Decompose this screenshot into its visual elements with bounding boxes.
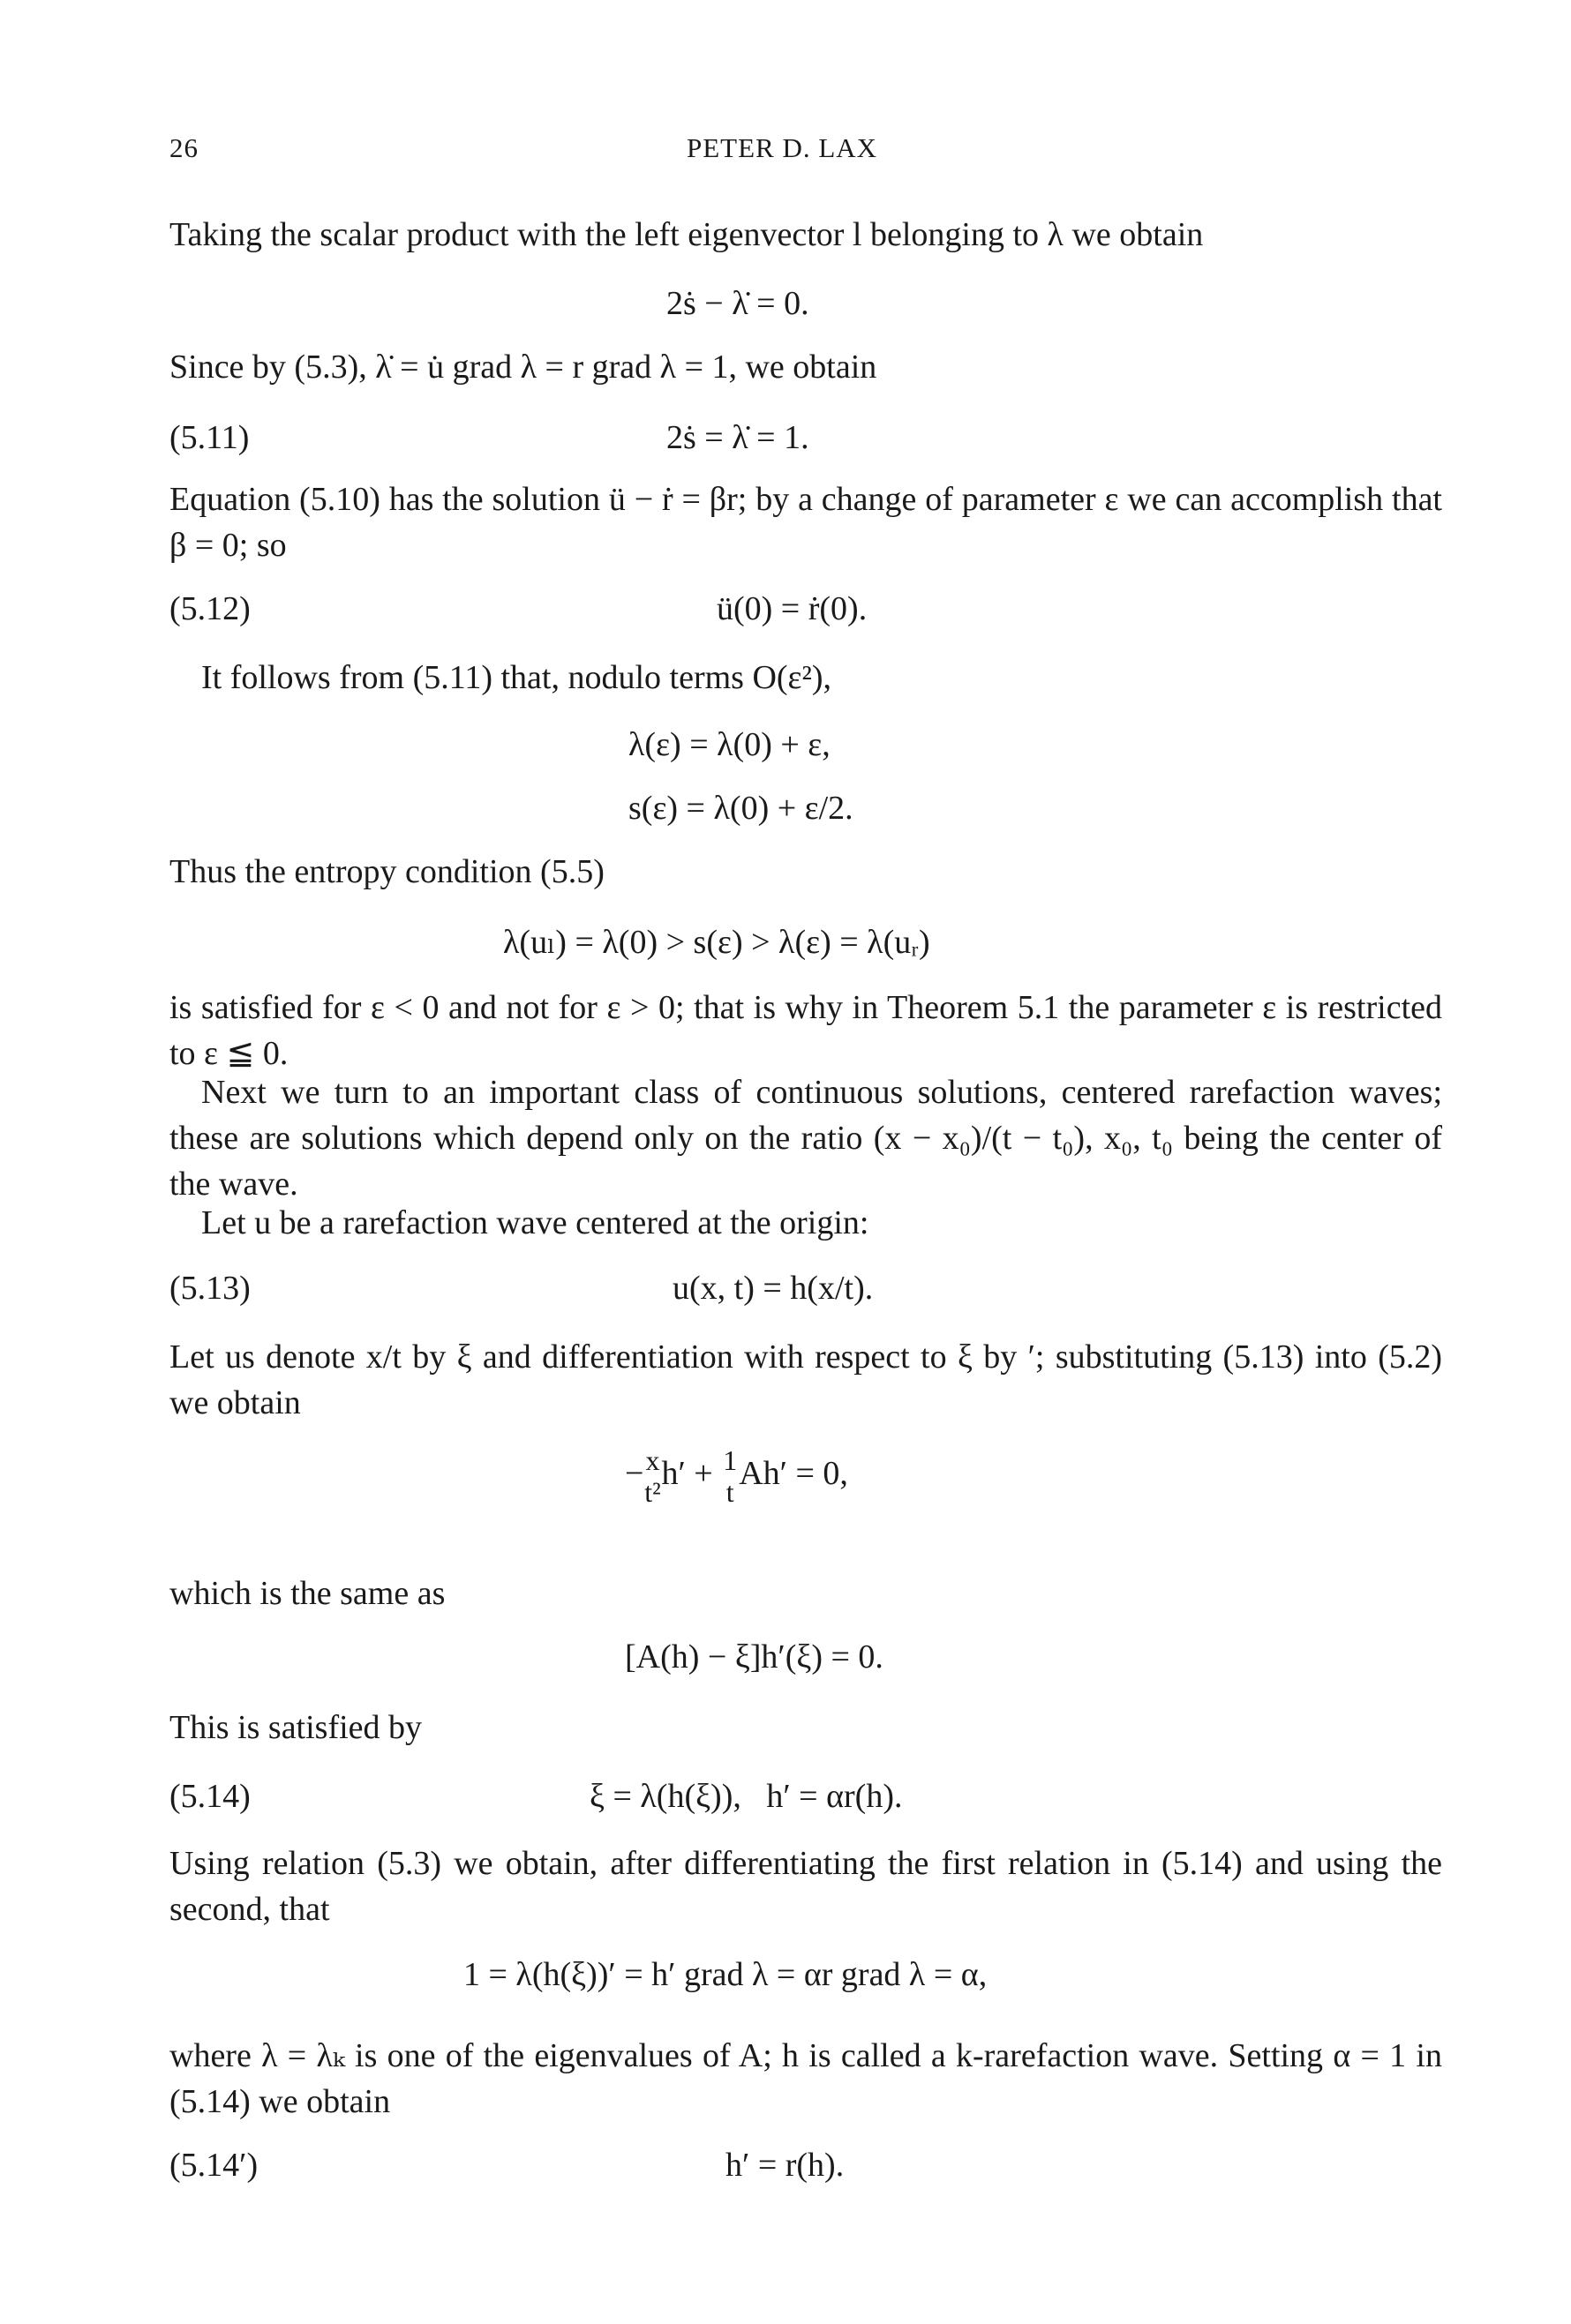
equation-5-11: 2ṡ = λ̇ = 1. [666,419,809,456]
equation-1: 2ṡ − λ̇ = 0. [666,285,809,322]
paragraph-7: Next we turn to an important class of continuous solutions, centered rarefaction waves; these are solutions which depend only on the ratio (x − x₀)/(t − t₀), x₀, t₀ being the center of the wave. [169,1074,1442,1203]
equation-5-14: ξ = λ(h(ξ)), h′ = αr(h). [590,1778,903,1815]
paragraph-12: Using relation (5.3) we obtain, after differentiating the first relation in (5.14) and using the second, that [169,1845,1442,1928]
eq4-frac1-numerator: x [645,1444,660,1477]
paragraph-13: where λ = λₖ is one of the eigenvalues of A; h is called a k-rarefaction wave. Setting α = 1 in (5.14) we obtain [169,2037,1442,2120]
eq4-frac2-denominator: t [725,1476,734,1509]
eq-label-5-13: (5.13) [169,1270,251,1307]
equation-5-13: u(x, t) = h(x/t). [673,1270,874,1307]
eq4-minus: − [625,1455,644,1492]
equation-6: 1 = λ(h(ξ))′ = h′ grad λ = αr grad λ = α, [463,1956,988,1993]
equation-5: [A(h) − ξ]h′(ξ) = 0. [625,1638,883,1676]
eq4-middle: h′ + [661,1455,713,1492]
eq4-fraction-2 [721,1444,739,1508]
eq4-frac2-numerator: 1 [723,1444,738,1477]
eq-label-5-11: (5.11) [169,419,250,456]
equation-3: λ(uₗ) = λ(0) > s(ε) > λ(ε) = λ(uᵣ) [503,924,930,961]
eq4-fraction-1 [643,1444,661,1508]
paragraph-3: Equation (5.10) has the solution ü − ṙ = βr; by a change of parameter ε we can accomplish that β = 0; so [169,481,1442,564]
page-number: 26 [169,132,199,163]
paragraph-8: Let u be a rarefaction wave centered at the origin: [201,1204,869,1241]
paragraph-10: which is the same as [169,1575,446,1612]
running-title: PETER D. LAX [687,132,878,163]
eq4-frac1-denominator: t² [644,1476,661,1509]
paragraph-6: is satisfied for ε < 0 and not for ε > 0; that is why in Theorem 5.1 the parameter ε is restricted to ε ≦ 0. [169,989,1442,1072]
eq-label-5-14-prime: (5.14′) [169,2147,259,2184]
paragraph-2: Since by (5.3), λ̇ = u̇ grad λ = r grad λ = 1, we obtain [169,349,877,386]
equation-5-14-prime: h′ = r(h). [725,2147,845,2184]
paragraph-1: Taking the scalar product with the left eigenvector l belonging to λ we obtain [169,216,1204,253]
paragraph-9: Let us denote x/t by ξ and differentiation with respect to ξ by ′; substituting (5.13) into (5.2) we obtain [169,1338,1442,1421]
paragraph-4: It follows from (5.11) that, nodulo terms O(ε²), [201,659,832,696]
equation-2b: s(ε) = λ(0) + ε/2. [628,790,853,827]
equation-4 [625,1438,848,1509]
eq4-end: Ah′ = 0, [739,1455,848,1492]
eq-label-5-12: (5.12) [169,590,251,627]
equation-2a: λ(ε) = λ(0) + ε, [628,726,831,763]
equation-5-12: ü(0) = ṙ(0). [717,590,868,627]
paragraph-11: This is satisfied by [169,1709,423,1746]
eq-label-5-14: (5.14) [169,1778,251,1815]
paragraph-5: Thus the entropy condition (5.5) [169,853,605,890]
